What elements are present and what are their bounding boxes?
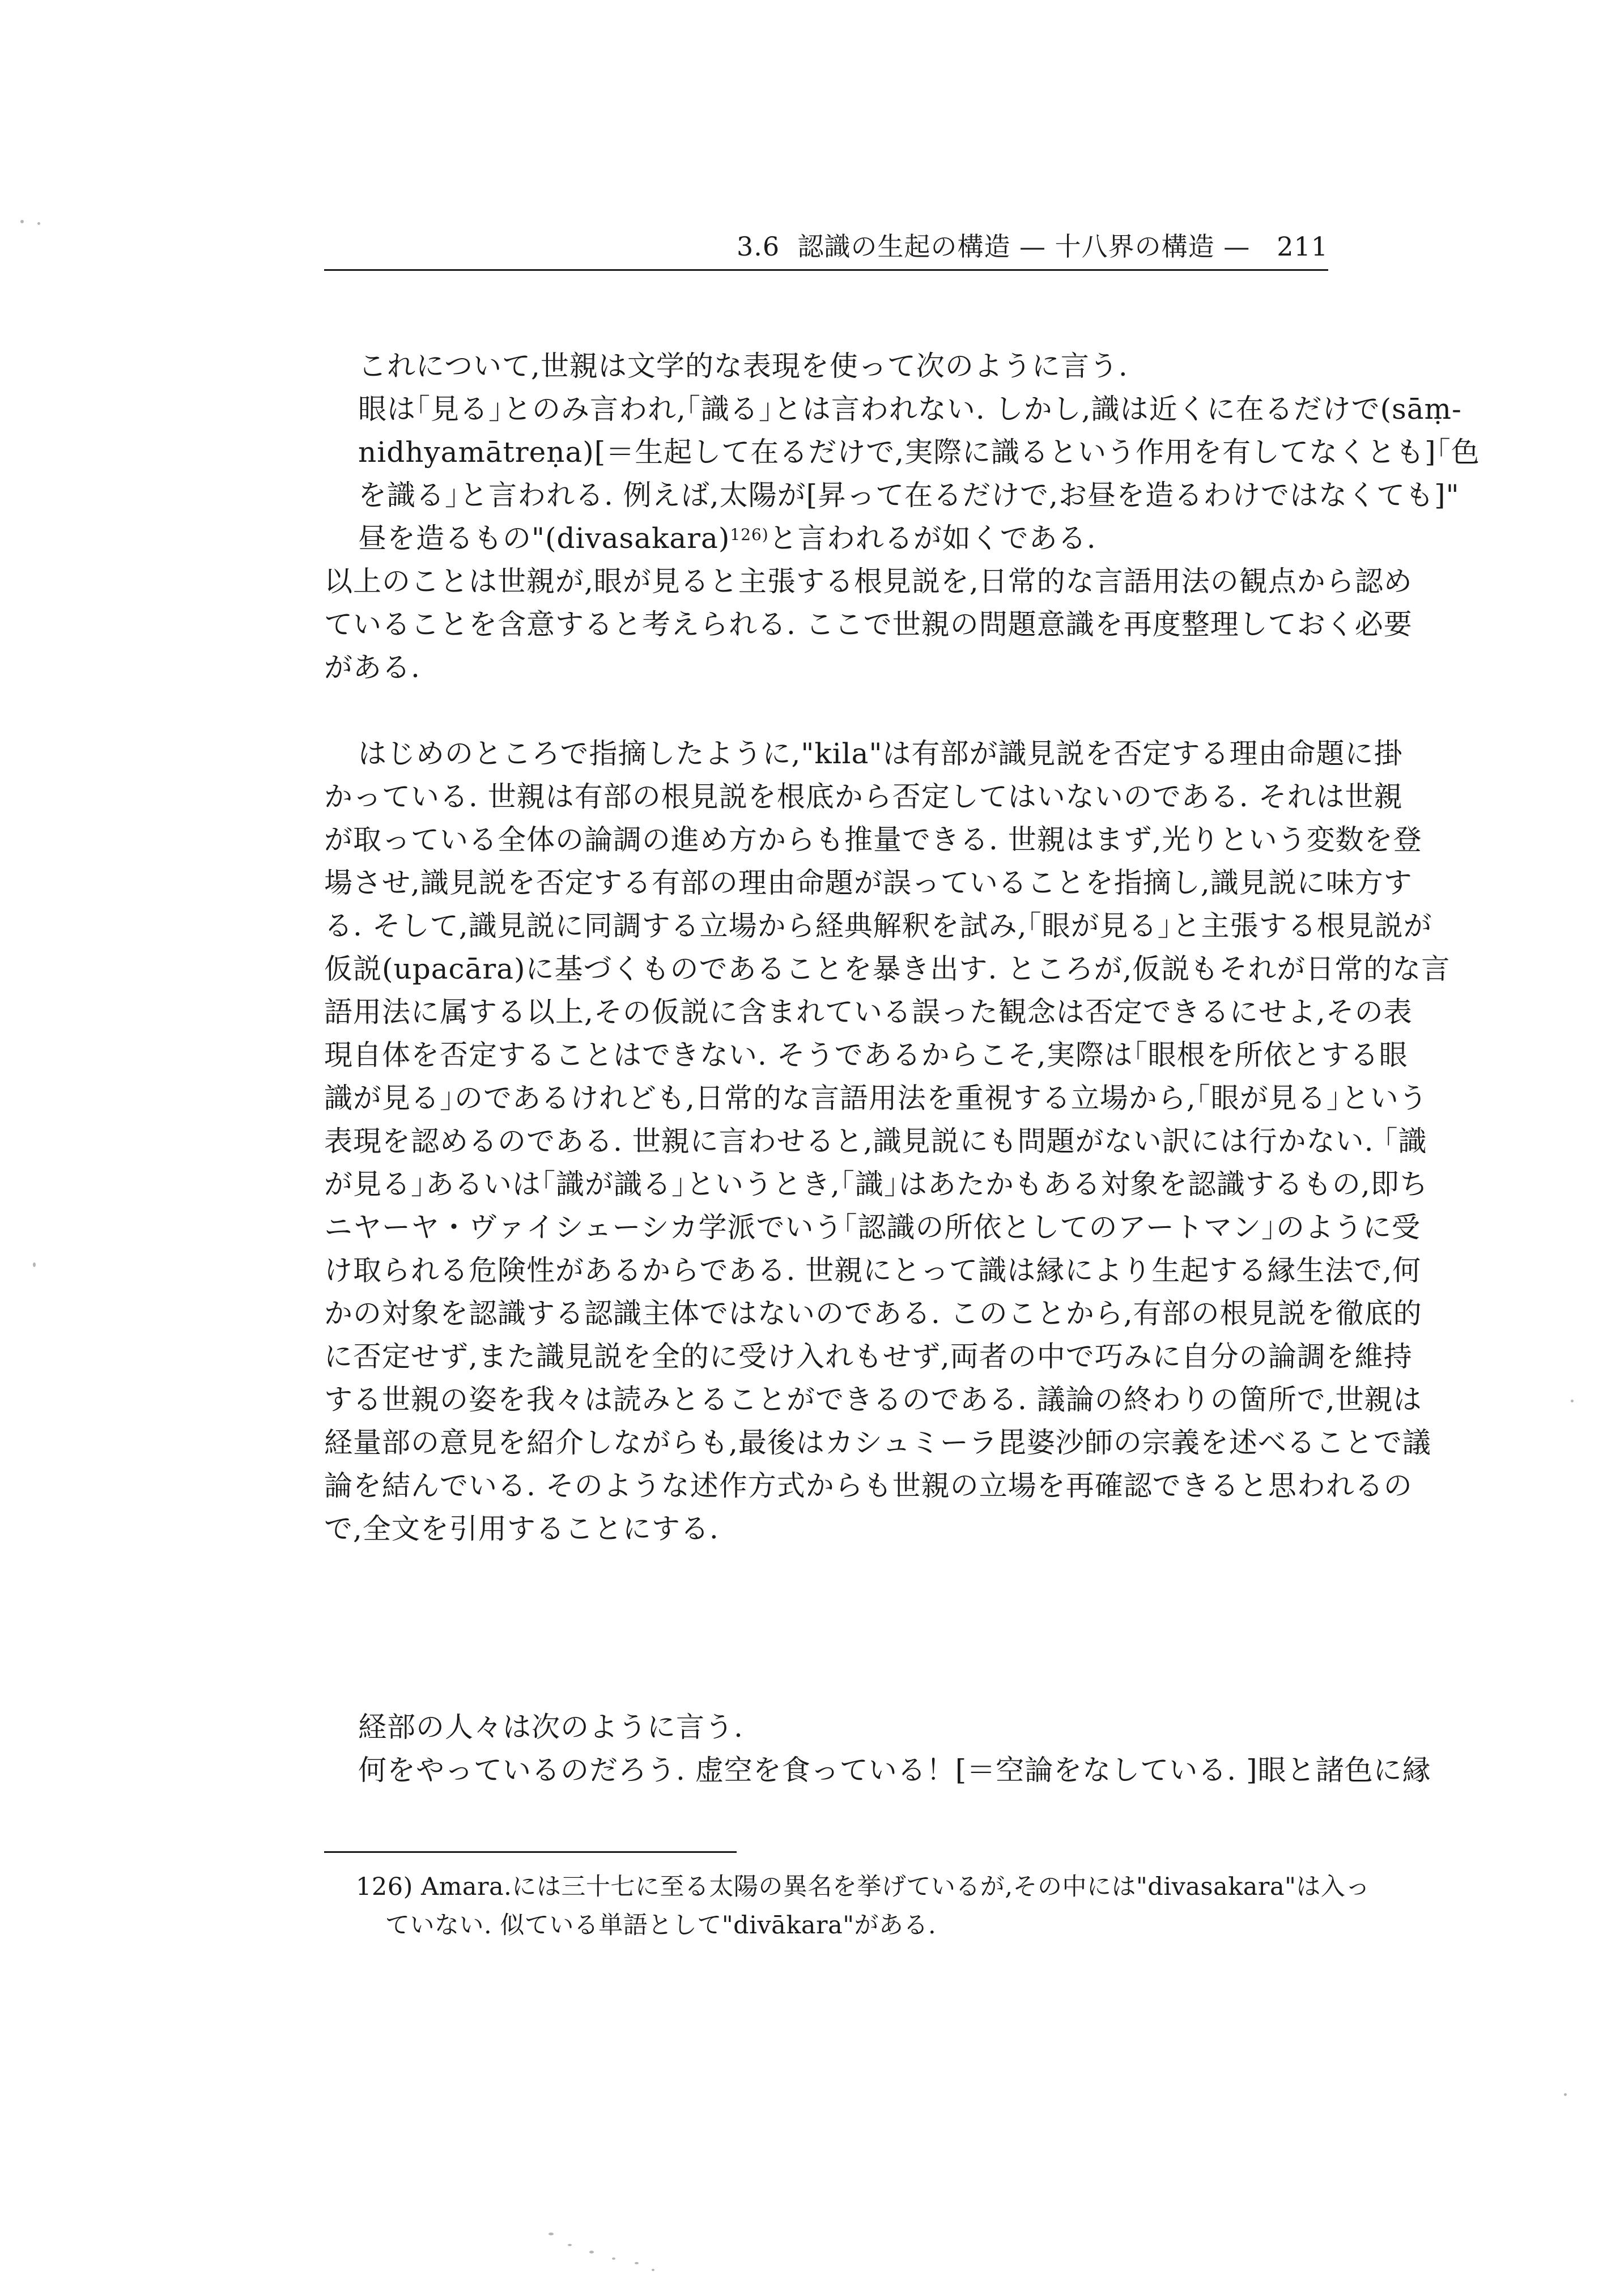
- scan-speck: [1564, 2093, 1567, 2096]
- quote-line: 眼は｢見る｣とのみ言われ,｢識る｣とは言われない. しかし,識は近くに在るだけで(sāṃ-: [358, 393, 1462, 426]
- scan-speck: [589, 2251, 594, 2254]
- scan-speck: [568, 2244, 572, 2246]
- paragraph-line: かっている. 世親は有部の根見説を根底から否定してはいないのである. それは世親: [324, 780, 1403, 813]
- footnote-text: Amara.には三十七に至る太陽の異名を挙げているが,その中には"divasakara"は入っ: [421, 1873, 1370, 1901]
- scan-speck: [549, 2233, 554, 2235]
- paragraph-line: で,全文を引用することにする.: [324, 1512, 719, 1545]
- quote-line: nidhyamātreṇa)[＝生起して在るだけで,実際に識るという作用を有してなくとも]｢色: [358, 436, 1480, 469]
- paragraph-line: 語用法に属する以上,その仮説に含まれている誤った観念は否定できるにせよ,その表: [324, 996, 1413, 1028]
- paragraph-line: かの対象を認識する認識主体ではないのである. このことから,有部の根見説を徹底的: [324, 1297, 1422, 1330]
- quotation-block-2: [324, 1706, 1431, 1792]
- paragraph-line: ニヤーヤ・ヴァイシェーシカ学派でいう｢認識の所依としてのアートマン｣のように受: [324, 1211, 1421, 1244]
- quote-intro-line: これについて,世親は文学的な表現を使って次のように言う.: [358, 350, 1128, 382]
- paragraph-line: け取られる危険性があるからである. 世親にとって識は縁により生起する縁生法で,何: [324, 1254, 1422, 1287]
- paragraph-line: が見る｣あるいは｢識が識る｣というとき,｢識｣はあたかもある対象を認識するもの,即ち: [324, 1168, 1429, 1201]
- scan-speck: [612, 2257, 615, 2260]
- paragraph-line: 以上のことは世親が,眼が見ると主張する根見説を,日常的な言語用法の観点から認め: [324, 565, 1413, 598]
- paragraph-2: [324, 732, 1451, 1550]
- scan-speck: [37, 222, 40, 225]
- paragraph-line: が取っている全体の論調の進め方からも推量できる. 世親はまず,光りという変数を登: [324, 823, 1422, 856]
- header-title: 認識の生起の構造 — 十八界の構造 —: [797, 231, 1251, 262]
- paragraph-line: ていることを含意すると考えられる. ここで世親の問題意識を再度整理しておく必要: [324, 608, 1413, 641]
- quote-line: 何をやっているのだろう. 虚空を食っている！[＝空論をなしている. ]眼と諸色に縁: [358, 1754, 1431, 1787]
- footnote-divider: [324, 1851, 737, 1853]
- footnote-text-continued: ていない. 似ている単語として"divākara"がある.: [385, 1911, 937, 1940]
- scan-speck: [1571, 1400, 1574, 1402]
- header-section-number: 3.6: [737, 231, 780, 262]
- footnote-126: [356, 1868, 1370, 1906]
- footnote-number: 126): [356, 1873, 413, 1901]
- quote-intro-line: 経部の人々は次のように言う.: [358, 1711, 743, 1744]
- paragraph-line: 場させ,識見説を否定する有部の理由命題が誤っていることを指摘し,識見説に味方す: [324, 866, 1413, 899]
- header-page-number: 211: [1277, 231, 1328, 262]
- scan-speck: [33, 1262, 36, 1267]
- paragraph-line: に否定せず,また識見説を全的に受け入れもせず,両者の中で巧みに自分の論調を維持: [324, 1340, 1413, 1373]
- quote-line: 昼を造るもの"(divasakara)$^{126)}$と言われるが如くである.: [358, 522, 1096, 555]
- paragraph-line: 仮説(upacāra)に基づくものであることを暴き出す. ところが,仮説もそれが日常的な言: [324, 953, 1451, 985]
- scan-speck: [20, 220, 24, 223]
- paragraph-line: 現自体を否定することはできない. そうであるからこそ,実際は｢眼根を所依とする眼: [324, 1039, 1408, 1072]
- paragraph-1: [324, 560, 1413, 689]
- paragraph-line: 表現を認めるのである. 世親に言わせると,識見説にも問題がない訳には行かない. ｢識: [324, 1125, 1427, 1158]
- running-header: [324, 229, 1328, 271]
- paragraph-line: がある.: [324, 651, 420, 684]
- footnotes: [356, 1868, 1370, 1945]
- paragraph-line: 論を結んでいる. そのような述作方式からも世親の立場を再確認できると思われるの: [324, 1469, 1413, 1502]
- paragraph-line: る. そして,識見説に同調する立場から経典解釈を試み,｢眼が見る｣と主張する根見説が: [324, 909, 1432, 942]
- paragraph-line: する世親の姿を我々は読みとることができるのである. 議論の終わりの箇所で,世親は: [324, 1383, 1422, 1416]
- quotation-block-1: [324, 345, 1480, 560]
- paragraph-line: 識が見る｣のであるけれども,日常的な言語用法を重視する立場から,｢眼が見る｣という: [324, 1082, 1428, 1115]
- scan-speck: [652, 2269, 654, 2271]
- paragraph-line: はじめのところで指摘したように,"kila"は有部が識見説を否定する理由命題に掛: [358, 737, 1403, 770]
- quote-line: を識る｣と言われる. 例えば,太陽が[昇って在るだけで,お昼を造るわけではなくても]": [358, 479, 1460, 512]
- footnote-reference: 126): [730, 525, 769, 544]
- scan-speck: [635, 2262, 639, 2264]
- paragraph-line: 経量部の意見を紹介しながらも,最後はカシュミーラ毘婆沙師の宗義を述べることで議: [324, 1426, 1431, 1459]
